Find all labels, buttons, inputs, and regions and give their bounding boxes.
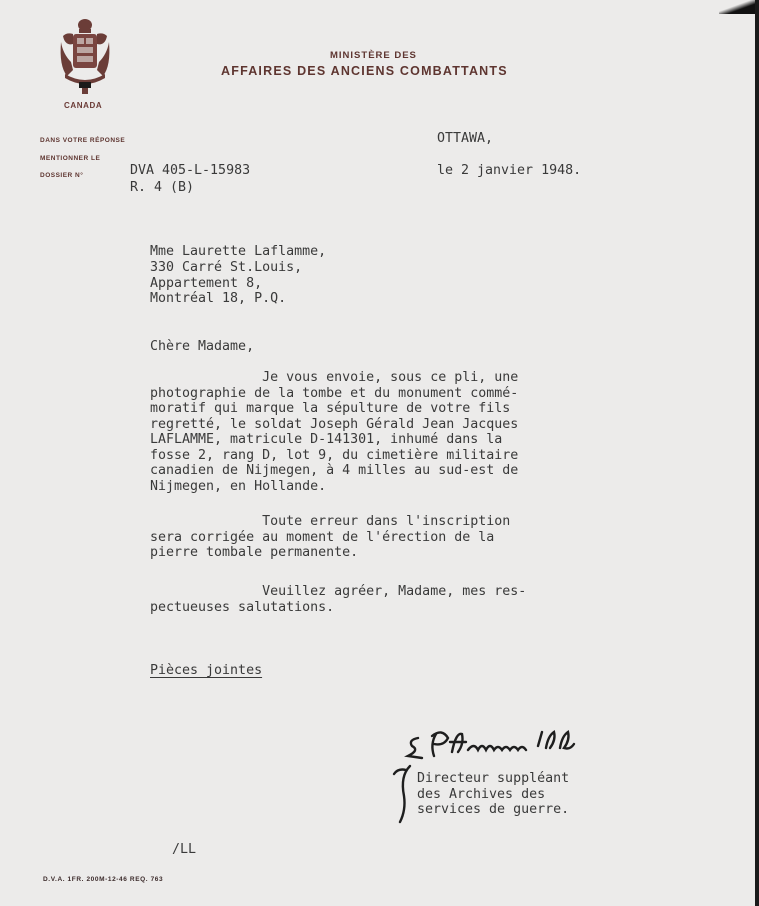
city: OTTAWA, <box>437 131 494 146</box>
signatory-title-line: Directeur suppléant <box>417 771 570 786</box>
body-line: photographie de la tombe et du monument commé- <box>150 386 519 401</box>
body-line: Nijmegen, en Hollande. <box>150 479 327 494</box>
signatory-title-line: services de guerre. <box>417 802 570 817</box>
body-line: Toute erreur dans l'inscription <box>150 514 511 529</box>
body-line: sera corrigée au moment de l'érection de la <box>150 530 495 545</box>
recipient-line: 330 Carré St.Louis, <box>150 260 303 275</box>
body-line: LAFLAMME, matricule D-141301, inhumé dans la <box>150 432 503 447</box>
canada-coat-of-arms-icon <box>57 16 113 100</box>
reference-label-2: MENTIONNER LE <box>40 155 101 162</box>
reference-label-1: DANS VOTRE RÉPONSE <box>40 137 126 144</box>
letter-date: le 2 janvier 1948. <box>437 163 582 178</box>
file-number: DVA 405-L-15983 <box>130 163 251 178</box>
file-sub-number: R. 4 (B) <box>130 180 195 195</box>
body-line: moratif qui marque la sépulture de votre fils <box>150 401 511 416</box>
ministry-line-1: MINISTÈRE DES <box>330 50 417 61</box>
body-line: regretté, le soldat Joseph Gérald Jean Jacques <box>150 417 519 432</box>
typist-initials: /LL <box>172 842 197 857</box>
body-line: canadien de Nijmegen, à 4 milles au sud-est de <box>150 463 519 478</box>
recipient-line: Mme Laurette Laflamme, <box>150 244 327 259</box>
recipient-line: Appartement 8, <box>150 276 263 291</box>
crest-label: CANADA <box>64 101 103 110</box>
scan-corner-shadow <box>719 0 759 14</box>
reference-label-3: DOSSIER N° <box>40 172 84 179</box>
signatory-title-line: des Archives des <box>417 787 546 802</box>
body-line: Je vous envoie, sous ce pli, une <box>150 370 519 385</box>
body-line: pectueuses salutations. <box>150 600 335 615</box>
body-line: pierre tombale permanente. <box>150 545 359 560</box>
salutation: Chère Madame, <box>150 339 255 354</box>
ministry-line-2: AFFAIRES DES ANCIENS COMBATTANTS <box>221 64 508 78</box>
scan-right-edge <box>755 0 759 906</box>
recipient-line: Montréal 18, P.Q. <box>150 291 287 306</box>
enclosures-note: Pièces jointes <box>150 663 263 678</box>
form-code: D.V.A. 1FR. 200M-12-46 REQ. 763 <box>43 876 164 883</box>
body-line: Veuillez agréer, Madame, mes res- <box>150 584 527 599</box>
body-line: fosse 2, rang D, lot 9, du cimetière militaire <box>150 448 519 463</box>
